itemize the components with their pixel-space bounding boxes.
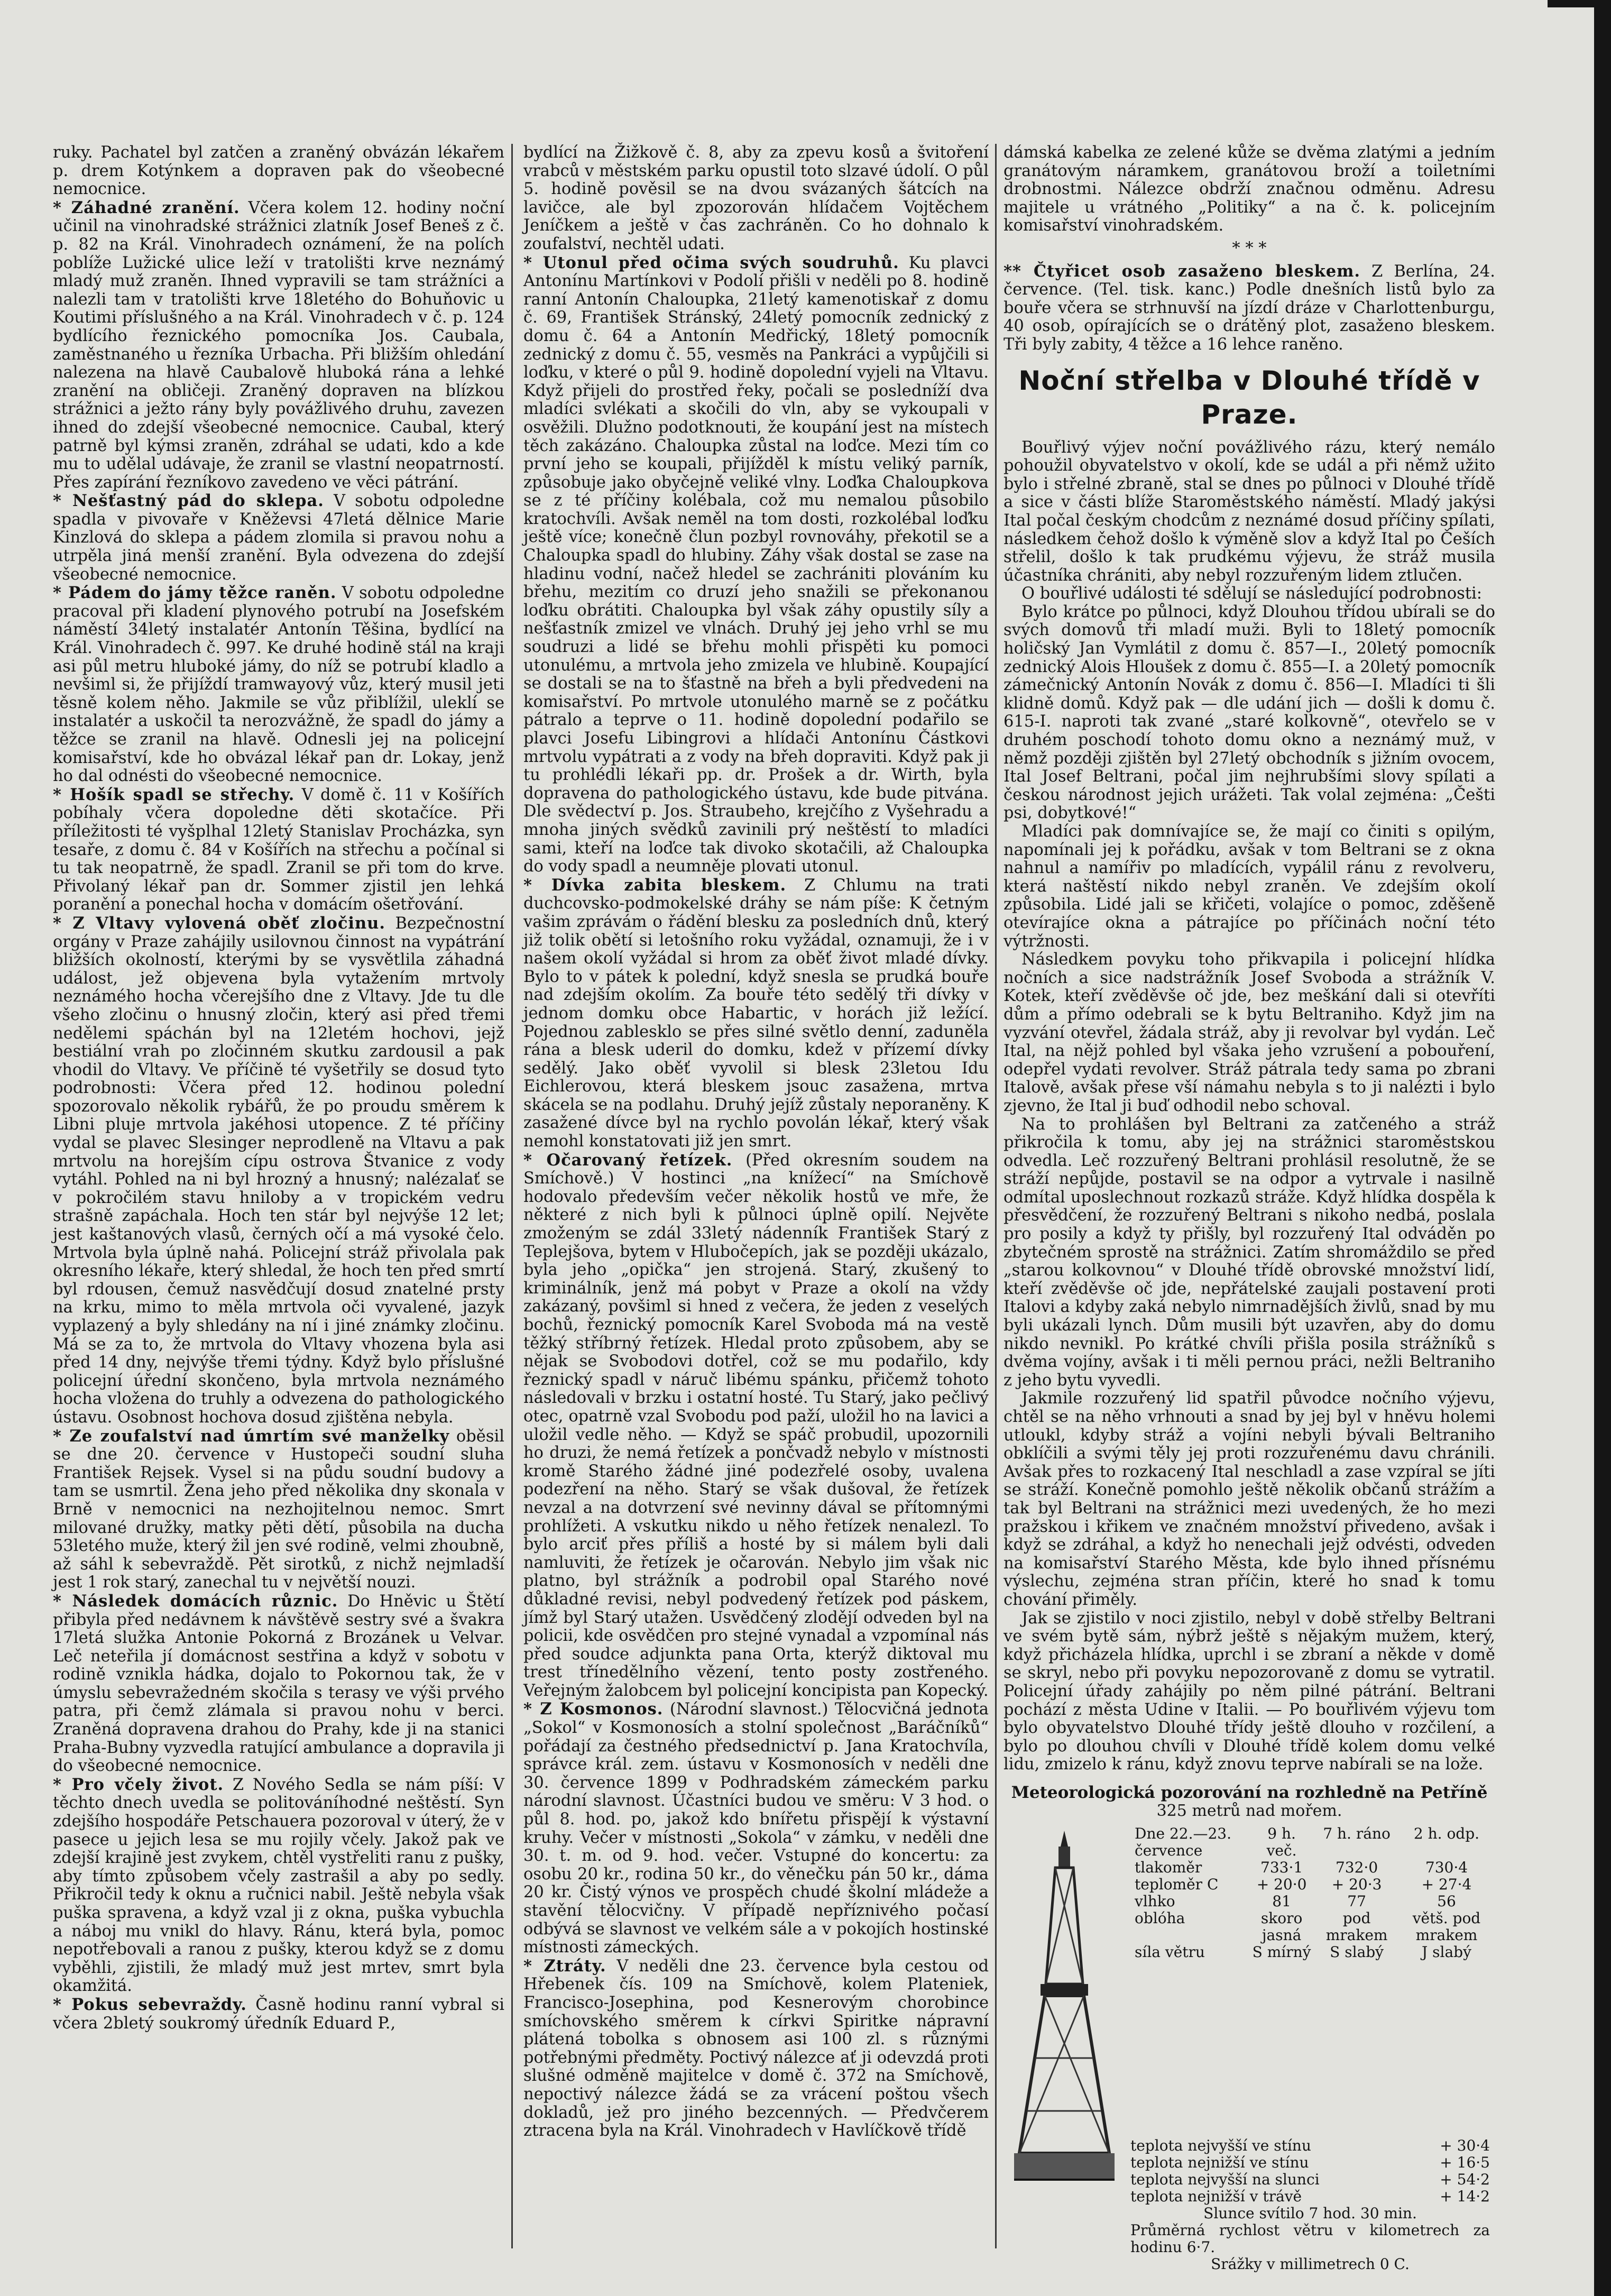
news-item-heading: * Ze zoufalství nad úmrtím své manželky (53, 1426, 450, 1446)
scan-edge-top (1548, 0, 1611, 7)
meteo-extreme-label: teplota nejnižší ve stínu (1130, 2153, 1309, 2171)
meteo-row-label: oblóha (1135, 1909, 1185, 1927)
meteo-value: větš. pod mrakem (1412, 1909, 1481, 1944)
meteo-row (1130, 1910, 1495, 1944)
meteo-extreme-value: + 54·2 (1440, 2170, 1490, 2188)
news-item-heading: * Z Kosmonos. (523, 1700, 664, 1719)
news-item-heading: * Z Vltavy vylovená oběť zločinu. (53, 913, 385, 933)
section-stars: * * * (1232, 238, 1267, 258)
article-paragraph: Jak se zjistilo v noci zjistilo, nebyl v době střelby Beltrani ve svém bytě sám, nýbrž ještě s nějakým mužem, který, když přicházela hlídka, uprchl i se zbraní a někde v domě se skryl, nebo při povyku nepozorovaně z domu se vytratil. Policejní úřady zahájily po něm pilné pátrání. Beltrani pochází z města Udine v Italii. — Po bouřlivém výjevu tom bylo obyvatelstvo Dlouhé třídy ještě dlouho v rozčilení, a bylo po dlouhou chvíli v Dlouhé třídě kolem domu velké lidu, zmizelo k ránu, když znovu teprve nabírali se na lože. (1004, 1609, 1495, 1774)
meteo-value: S mírný (1252, 1943, 1311, 1961)
meteo-row-label: vlhko (1135, 1892, 1175, 1910)
news-item (53, 199, 504, 492)
meteo-row (1130, 1859, 1495, 1876)
meteo-extreme-row (1130, 2137, 1490, 2154)
news-item (523, 1957, 989, 2141)
meteo-row (1130, 1944, 1495, 1961)
article-headline: Noční střelba v Dlouhé třídě v Praze. (1018, 365, 1480, 430)
news-item-heading: * Ztráty. (523, 1956, 606, 1976)
meteo-note-rain: Srážky v millimetrech 0 C. (1211, 2255, 1410, 2273)
meteo-report (1004, 1824, 1495, 2273)
meteo-extreme-label: teplota nejnižší v trávě (1130, 2187, 1302, 2205)
meteo-row-label: tlakoměr (1135, 1858, 1202, 1876)
continued-text: dámská kabelka ze zelené kůže se dvěma zlatými a jedním granátovým náramkem, granátovou broží a toiletními drobnostmi. Nálezce obdrží značnou odměnu. Adresu majitele u vrátného „Politiky“ a na č. k. policejním komisařství vinohradském. (1004, 143, 1495, 235)
meteo-table (1130, 1825, 1495, 1961)
meteo-value: + 27·4 (1421, 1875, 1472, 1893)
meteo-extreme-value: + 16·5 (1440, 2153, 1490, 2171)
meteo-extreme-label: teplota nejvyšší ve stínu (1130, 2136, 1311, 2154)
column-3 (1004, 143, 1495, 2273)
meteo-col-header: 9 h. več. (1266, 1824, 1297, 1859)
meteo-title: Meteorologická pozorování na rozhledně na Petříně (1011, 1783, 1488, 1802)
news-item-text: Ku plavci Antonínu Martínkovi v Podolí přišli v neděli po 8. hodině ranní Antonín Chaloupka, 21letý kamenotiskař z domu č. 69, František Stránský, 24letý pomocník zednický z domu č. 64 a Antonín Medřický, 18letý pomocník zednický z domu č. 55, vesměs na Pankráci a vypůjčili si loďku, v které o půl 9. hodině dopolední vyjeli na Vltavu. Když přijeli do prostřed řeky, počali se posledníží dva mladíci svlékati a skočili do vln, aby se vykoupali v osvěžili. Dlužno podotknouti, že koupání jest na místech těch zakázáno. Chaloupka zůstal na loďce. Mezi tím co první jeho se koupali, přijížděl k místu veliký parník, způsobuje jako obyčejně veliké vlny. Loďka Chaloupkova se z té příčiny kolébala, což mu nemalou působilo kratochvíli. Avšak neměl na tom dosti, rozkolébal loďku ještě více; konečně člun pozbyl rovnováhy, překotil se a Chaloupka spadl do hlubiny. Záhy však dostal se zase na hladinu vodní, načež hledel se zachrániti plováním ku břehu, mezitím co druzí jeho snažili se překonanou loďku obrátiti. Chaloupka byl však záhy opustily síly a nešťastník zmizel ve vlnách. Druhý jej jeho vrhl se mu soudruzi a lidé se břehu mohli přispěti ku pomoci utonulému, a mrtvola jeho zmizela ve hlubině. Koupající se dostali se na to šťastně na břeh a byli předvedeni na komisařství. Po mrtvole utonulého marně se z počátku pátralo a teprve o 11. hodině dopolední podařilo se plavci Josefu Libingrovi a hlídači Antonínu Částkovi mrtvolu vypátrati a z vody na břeh dopraviti. Když pak ji tu prohlédli lékaři pp. dr. Prošek a dr. Wirth, byla dopravena do pathologického ústavu, kde bude pitvána. Dle svědectví p. Jos. Straubeho, krejčího z Vyšehradu a mnoha jiných svědků zavinili prý neštěstí to mladíci sami, kteří na loďce tak divoko skotačili, až Chaloupka do vody spadl a neumněje plovati utonul. (523, 253, 989, 876)
meteo-col-header: 2 h. odp. (1413, 1824, 1480, 1842)
news-item (523, 1151, 989, 1701)
news-item-heading: * Záhadné zranění. (53, 198, 240, 217)
meteo-value: S slabý (1330, 1943, 1384, 1961)
meteo-row-label: teploměr C (1135, 1875, 1219, 1893)
news-item (53, 584, 504, 786)
meteo-row (1130, 1893, 1495, 1910)
meteo-note-sun: Slunce svítilo 7 hod. 30 min. (1203, 2204, 1417, 2222)
meteo-value: 732·0 (1335, 1858, 1378, 1876)
news-item-text: Včera kolem 12. hodiny noční učinil na vinohradské strážnici zlatník Josef Beneš z č. p. 82 na Král. Vinohradech oznámení, že na polích poblíže Lužické ulice leží v tratolišti krve neznámý mladý muž zraněn. Ihned vypravili se tam strážníci a nalezli tam v tratolišti krve 18letého do Bohuňovic u Koutimi příslušného a na Král. Vinohradech v č. p. 124 bydlícího řeznického pomocníka Jos. Caubala, zaměstnaného u řezníka Urbacha. Při bližším ohledání nalezena na hlavě Caubalově hluboká rána a lehké zranění na obličeji. Zraněný dopraven na blízkou strážnici a ježto rány byly povážlivého druhu, zavezen ihned do zdejší všeobecné nemocnice. Caubal, který patrně byl kýmsi zraněn, zdráhal se udati, kdo a kde mu to udělal udávaje, že zranil se vlastní neopatrností. Přes zapírání řezníkovo zavedeno ve věci pátrání. (53, 198, 505, 492)
news-item-text: V sobotu odpoledne pracoval při kladení plynového potrubí na Josefském náměstí 34letý instalatér Antonín Těšina, bydlící na Král. Vinohradech č. 997. Ke druhé hodině stál na kraji asi půl metru hluboké jámy, do níž se potrubí kladlo a nevšiml si, že přijíždí tramwayový vůz, který musil jeti těsně kolem něho. Jakmile se vůz přiblížil, uleklí se instalatér a uskočil ta nerozvážně, že spadl do jámy a těžce se zranil na hlavě. Odnesli jej na policejní komisařství, kde ho obvázal lékař pan dr. Lokay, jenž ho dal odnésti do všeobecné nemocnice. (53, 584, 504, 786)
meteo-value: 733·1 (1260, 1858, 1303, 1876)
meteo-col-header: 7 h. ráno (1323, 1824, 1391, 1842)
meteo-value: pod mrakem (1325, 1909, 1388, 1944)
meteo-value: 730·4 (1425, 1858, 1468, 1876)
article-paragraph: Bouřlivý výjev noční povážlivého rázu, který nemálo pohoužil obyvatelstvo v okolí, kde se udál a při němž užito bylo i střelné zbraně, stal se dnes po půlnoci v Dlouhé třídě a sice v části blíže Staroměstského náměstí. Mladý jakýsi Ital počal českým chodcům z neznámé dosud příčiny spílati, následkem čehož došlo k výměně slov a když Ital po Češích střelil, došlo k tak prudkému výjevu, že stráž musila účastníka chrániti, aby nebyl rozzuřeným lidem ztlučen. (1004, 438, 1495, 585)
news-item-text: V domě č. 11 v Košířích pobíhaly včera dopoledne děti skotačíce. Při příležitosti té vyšplhal 12letý Stanislav Procházka, syn tesaře, z domu č. 84 v Košířích na střechu a počínal si tu tak neopatrně, že spadl. Zranil se při tom do krve. Přivolaný lékař pan dr. Sommer zjistil jen lehká poranění a ponechal hocha v domácím ošetřování. (53, 785, 504, 914)
news-item-heading: * Pokus sebevraždy. (53, 1995, 247, 2014)
news-item-heading: * Dívka zabita bleskem. (523, 875, 787, 895)
news-item-text: Z Nového Sedla se nám píší: V těchto dnech uvedla se politováníhodné neštěstí. Syn zdejšího hospodáře Petschauera pozoroval v úterý, že v pasece u jejich lesa se mu rojily včely. Jakož pak ve zdejší krajině jest zvykem, chtěl vystřeliti ranu z pušky, aby tímto způsobem včely zastrašil a aby po sedly. Přikročil tedy k oknu a ručnici nabil. Ještě nebyla však puška spravena, a když vzal ji z okna, puška vybuchla a náboj mu vnikl do hlavy. Ránu, která byla, pomoc nepotřebovali a ranou z pušky, kterou když se z domu vyběhli, zjistili, že mladý muž jest mrtev, smrt byla okamžitá. (53, 1775, 505, 1996)
news-item (523, 876, 989, 1151)
news-item (53, 492, 504, 584)
article-paragraph: O bouřlivé události té sdělují se následující podrobnosti: (1021, 584, 1483, 603)
news-item (53, 1776, 504, 1996)
meteo-extreme-row (1130, 2171, 1490, 2188)
news-item-text: Z Berlína, 24. července. (Tel. tisk. kanc.) Podle dnešních listů bylo za bouře včera se strhnuvší na jízdí dráze v Charlottenburgu, 40 osob, opírajících se o drátěný plot, zasaženo bleskem. Tři byly zabity, 4 těžce a 16 lehce raněno. (1004, 262, 1495, 354)
article-paragraph: Bylo krátce po půlnoci, když Dlouhou třídou ubírali se do svých domovů tři mladí muži. Byli to 18letý pomocník holičský Jan Vymlátil z domu č. 857—I., 20letý pomocník zednický Alois Hloušek z domu č. 855—I. a 20letý pomocník zámečnický Antonín Novák z domu č. 856—I. Mladíci ti šli klidně domů. Když pak — dle udání jich — došli k domu č. 615-I. naproti tak zvané „staré kolkovně“, otevřelo se v druhém poschodí tohoto domu okno a neznámý muž, v němž později zjištěn byl 27letý obchodník s jižním ovocem, Ital Josef Beltrani, počal jim nejhrubšími slovy spílati a českou národnost jejich urážeti. Tak volal zejména: „Češti psi, dobytkové!“ (1004, 602, 1495, 823)
news-item-heading: * Utonul před očima svých soudruhů. (523, 253, 899, 272)
scan-edge (1594, 0, 1611, 2296)
article-paragraph: Na to prohlášen byl Beltrani za zatčeného a stráž přikročila k tomu, aby jej na strážnici staroměstskou odvedla. Leč rozzuřený Beltrani prohlásil resolutně, že se stráží nepůjde, postavil se na odpor a vytrvale i nasilně odmítal uposlechnout rozkazů stráže. Když hlídka dospěla k přesvědčení, že rozzuřený Beltrani s nikoho nedbá, poslala pro posily a když ty přišly, byl rozzuřený Ital odváděn po zbytečném sprostě na strážnici. Zatím shromáždilo se před „starou kolkovnou“ v Dlouhé třídě obrovské množství lidí, kteří zvěděvše oč jde, nepřátelské zaujali postavení proti Italovi a kdyby zaká nebylo nimrnadějších živlů, snad by mu byli ukázali lynch. Dům musili být uzavřen, aby do domu nikdo nevnikl. Po krátké chvíli přišla posila strážníků s dvěma vojíny, avšak i ti měli pernou práci, nežli Beltraniho z jeho bytu vyvedli. (1004, 1115, 1495, 1390)
news-item-text: Časně hodinu ranní vybral si včera 2bletý soukromý úředník Eduard P., (53, 1995, 504, 2033)
column-1 (53, 144, 504, 2248)
petrin-tower-illustration (1004, 1825, 1125, 2196)
news-item (53, 1427, 504, 1592)
meteo-value: + 20·3 (1331, 1875, 1382, 1893)
meteo-extreme-value: + 14·2 (1440, 2187, 1490, 2205)
news-item-heading: * Následek domácích různic. (53, 1591, 338, 1611)
meteo-subtitle: 325 metrů nad mořem. (1156, 1801, 1342, 1820)
news-item-text: oběsil se dne 20. července v Hustopeči soudní sluha František Rejsek. Vysel si na půdu soudní budovy a tam se usmrtil. Žena jeho před několika dny skonala v Brně v nemocnici na nezhojitelnou nemoc. Smrt milované družky, matky pěti dětí, působila na ducha 53letého muže, který žil jen své rodině, velmi zhoubně, až sáhl k sebevraždě. Pět sirotků, z nichž nejmladší jest 1 rok starý, zanechal tu v největší nouzi. (53, 1427, 504, 1592)
news-item-text: Z Chlumu na trati duchcovsko-podmokelské dráhy se nám píše: K četným vašim zprávám o řádění blesku za posledních dnů, který již tolik obětí si letošního roku vyžádal, oznamuji, že i v našem okolí vyžádal si hrom za oběť život mladé dívky. Bylo to v pátek k polední, když snesla se prudká bouře nad zdejším okolím. Za bouře této sedělý tři dívky v jednom domku obce Habartic, v horách již ležící. Pojednou zablesklo se přes silné světlo denní, zaduněla rána a blesk uderil do domku, kdež v přízemí dívky sedělý. Jako oběť vyvolil si blesk 23letou Idu Eichlerovou, která bleskem jsouc zasažena, mrtva skácela se na podlahu. Druhý jejíž zůstaly neporaněny. K zasažené dívce byl na rychlo povolán lékař, který však nemohl konstatovati již jen smrt. (523, 876, 989, 1151)
meteo-date: Dne 22.—23. července (1135, 1824, 1232, 1859)
news-item-text: (Před okresním soudem na Smíchově.) V hostinci „na knížecí“ na Smíchově hodovalo především večer několik hostů ve mře, že některé z nich byli k půlnoci úplně opilí. Největe zmoženým se zdál 33letý nádenník František Starý z Teplejšova, bytem v Hlubočepích, jak se později ukázalo, byla jeho „opička“ jen strojená. Starý, zkušený to kriminálník, jenž má pobyt v Praze a okolí na vždy zakázaný, povšiml si hned z večera, že jeden z veselých bochů, řeznický pomocník Karel Svoboda má na vestě těžký stříbrný řetízek. Hledal proto způsobem, aby se nějak se Svobodovi dotřel, což se mu podařilo, kdy řeznický spadl v náruč libému spánku, přičemž tohoto následovali v brzku i ostatní hosté. Tu Starý, jako pečlivý otec, opatrně vzal Svobodu pod paží, uložil ho na lavici a uložil vedle něho. — Když se spáč probudil, upozornili ho druzi, že nemá řetízek a pončvadž nebylo v místnosti kromě Starého žádné jiné podezřelé osoby, uvalena podezření na něho. Starý se však dušoval, že řetízek nevzal a na dotvrzení své nevinny dával se přítomnými prohlížeti. A vskutku nikdo u něho řetízek nenalezl. To bylo arciť přes příliš a hosté by si málem byli dali namluviti, že řetízek je očarován. Nebylo jim však nic platno, byl strážník a podrobil opal Starého nové důkladné revisi, nebyl podvedený řetízek pod páskem, jímž byl Starý utažen. Usvědčený zlodějí odveden byl na policii, kde osvědčen pro stejné vynadal a vzpomínal nás před soudce adjunkta pana Orta, kterýž diktoval mu trest třínedělního vězení, tento posty zostřeného. Veřejným žalobcem byl policejní koncipista pan Kopecký. (523, 1151, 989, 1700)
news-item (53, 1996, 504, 2033)
column-2 (523, 144, 989, 2248)
column-rule (995, 144, 997, 2248)
meteo-value: + 20·0 (1256, 1875, 1307, 1893)
news-item (523, 1700, 989, 1957)
article-paragraph: Mladíci pak domnívajíce se, že mají co činiti s opilým, napomínali jej k pořádku, avšak v tom Beltrani se z okna nahnul a namířiv po mladících, vypálil ránu z revolveru, která naštěstí nikdo nebyl zraněn. Ve zdejším okolí způsobila. Lidé jali se křičeti, volajíce o pomoc, zděšeně otevírajíce okna a pátrajíce po příčinách noční této výtržnosti. (1004, 822, 1495, 951)
article-paragraph: Jakmile rozzuřený lid spatřil původce nočního výjevu, chtěl se na něho vrhnouti a snad by jej byl v hněvu holemi utloukl, kdyby stráž a vojíni nebyli bývali Beltraniho obklíčili a svými těly jej proti rozzuřenému davu chránili. Avšak přes to rozkacený Ital neschladl a zase vzpíral se jíti se stráží. Konečně pomohlo ještě několik občanů strážím a tak byl Beltrani na strážnici mezi uvedených, že ho mezi pražskou i křikem ve značném množství přivedeno, avšak i když se zdráhal, a když ho nenechali jejž odvésti, odveden na komisařství Starého Města, kde bylo ihned přísnému výslechu, zejména stran příčin, které ho snad k tomu chování přiměly. (1004, 1389, 1495, 1609)
continued-text: bydlící na Žižkově č. 8, aby za zpevu kosů a švitoření vrabců v městském parku opustil toto slzavé údolí. O půl 5. hodině pověsil se na dvou svázaných šátcích na lavičce, ale byl zpozorován hlídačem Vojtěchem Jeníčkem a ještě v čas zachráněn. Co ho dohnalo k zoufalství, nechtěl udati. (523, 143, 989, 253)
meteo-extreme-row (1130, 2154, 1490, 2171)
meteo-value: J slabý (1422, 1943, 1471, 1961)
meteo-extreme-value: + 30·4 (1440, 2136, 1490, 2154)
news-item-heading: * Hošík spadl se střechy. (53, 785, 295, 804)
news-item (53, 914, 504, 1427)
meteo-note-wind: Průměrná rychlost větru v kilometrech za hodinu 6·7. (1130, 2221, 1490, 2256)
meteo-extreme-label: teplota nejvyšší na slunci (1130, 2170, 1320, 2188)
news-item-heading: * Nešťastný pád do sklepa. (53, 491, 324, 511)
news-item-text: (Národní slavnost.) Tělocvičná jednota „Sokol“ v Kosmonosích a stolní společnost „Baráčníků“ pořádají za čestného předsednictví p. Jana Kratochvíla, správce král. zem. ústavu v Kosmonosích v neděli dne 30. července 1899 v Podhradském zámeckém parku národní slavnost. Účastníci budou ve směru: V 3 hod. o půl 8. hod. po, jakož kdo bnířetu přispějí k výstavní kruhy. Večer v místnosti „Sokola“ v zámku, v neděli dne 30. t. m. od 9. hod. večer. Vstupné do koncertu: za osobu 20 kr., rodina 50 kr., do věnečku pán 50 kr., dáma 20 kr. Čistý výnos ve prospěch chudé školní mládeže a stavění tělocvičny. V případě nepříznivého počasí odbývá se slavnost ve velkém sále a v pokojích hostinské místnosti zámeckých. (523, 1700, 989, 1957)
meteo-value: skoro jasná (1260, 1909, 1303, 1944)
news-item-text: V neděli dne 23. července byla cestou od Hřebenek čís. 109 na Smíchově, kolem Plateniek, Francisco-Josephina, pod Kesnerovým chorobince smíchovského směrem k církvi Spiritke nápravní plátená tobolka s obnosem asi 100 zl. s různými potřebnými předměty. Poctivý nálezce ať ji odevzdá proti slušné odměně majitelce v domě č. 372 na Smíchově, nepoctivý nálezce žádá se za vrácení poštou všech dokladů, jež pro jiného bezcenných. — Předvčerem ztracena byla na Král. Vinohradech v Havlíčkově třídě (523, 1957, 989, 2141)
news-item (53, 1592, 504, 1776)
news-item-text: V sobotu odpoledne spadla v pivovaře v Kněževsi 47letá dělnice Marie Kinzlová do sklepa a pádem zlomila si pravou nohu a utrpěla jiná menší zranění. Byla odvezena do zdejší všeobecné nemocnice. (53, 492, 504, 584)
news-item (523, 254, 989, 876)
news-item-text: Bezpečnostní orgány v Praze zahájily usilovnou činnost na vypátrání bližších okolností, kterými by se vysvětlila záhadná událost, jež objevena byla vytažením mrtvoly neznámého hocha včerejšího dne z Vltavy. Jde tu dle všeho zločinu o hnusný zločin, který asi před třemi nedělemi spáchán byl na 12letém hochovi, jejž bestiální vrah po zločinném skutku zardousil a pak vhodil do Vltavy. Ve příčině té vyšetřily se dosud tyto podrobnosti: Včera před 12. hodinou polední spozorovalo několik rybářů, že po proudu směrem k Libni pluje mrtvola jakéhosi utopence. Z té příčiny vydal se plavec Slesinger neprodleně na Vltavu a pak mrtvolu na horejším cípu ostrova Štvanice z vody vytáhl. Pohled na ni byl hrozný a hnusný; nalézalať se v pokročilém stavu hniloby a v tropickém vedru strašně zapáchala. Hoch ten stár byl nejvýše 12 let; jest kaštanových vlasů, černých očí a má vysoké čelo. Mrtvola byla úplně nahá. Policejní stráž přivolala pak okresního lékaře, který shledal, že hoch ten před smrtí byl rdousen, čemuž nasvědčují dosud znatelné prsty na krku, mimo to měla mrtvola oči vyvalené, jazyk vyplazený a byly shledány na ní i jiné známky zločinu. Má se za to, že mrtvola do Vltavy vhozena byla asi před 14 dny, nejvýše třemi týdny. Když bylo příslušné policejní úřední skončeno, byla mrtvola neznámého hocha vložena do truhly a odvezena do pathologického ústavu. Osobnost hochova dosud zjištěna nebyla. (53, 914, 504, 1427)
meteo-row-label: síla větru (1135, 1943, 1205, 1961)
meteo-row (1130, 1876, 1495, 1893)
news-item-text: Do Hněvic u Štětí přibyla před nedávnem k návštěvě sestry své a švakra 17letá služka Antonie Pokorná z Brozánek u Velvar. Leč neteřila jí domácnost sestřina a když v sobotu v rodině vznikla hádka, dojalo to Pokornou tak, že v úmyslu sebevražedném skočila s terasy ve výši prvého patra, při čemž zlámala si pravou nohu v berci. Zraněná dopravena drahou do Prahy, kde ji na stanici Praha-Bubny vyzvedla ratující ambulance a dopravila ji do všeobecné nemocnice. (53, 1592, 504, 1776)
meteo-extreme-row (1130, 2188, 1490, 2205)
article-paragraph: Následkem povyku toho přikvapila i policejní hlídka nočních a sice nadstrážník Josef Svoboda a strážník V. Kotek, kteří zvěděvše oč jde, bez meškání dali si otevříti dům a přímo odebrali se k bytu Beltraniho. Když jim na vyzvání otevřel, žádala stráž, aby ji revolvar byl vydán. Leč Ital, na nějž pohled byl všaka jeho vzrušení a pobouření, odepřel vydati revolver. Stráž pátrala tedy sama po zbrani Italově, avšak přese vší námahu nebyla s to ji nalézti i bylo zjevno, že Ital ji buď odhodil nebo schoval. (1004, 950, 1495, 1115)
column-rule (511, 144, 513, 2248)
meteo-extremes (1130, 2137, 1490, 2273)
meteo-value: 81 (1272, 1892, 1291, 1910)
news-item (1004, 262, 1495, 354)
news-item (53, 786, 504, 914)
news-item-heading: * Pro včely život. (53, 1775, 224, 1794)
news-item-heading: * Očarovaný řetízek. (523, 1150, 733, 1170)
meteo-value: 77 (1347, 1892, 1366, 1910)
meteo-value: 56 (1437, 1892, 1456, 1910)
news-item-heading: * Pádem do jámy těžce raněn. (53, 583, 337, 603)
news-item-heading: ** Čtyřicet osob zasaženo bleskem. (1004, 261, 1361, 281)
continued-text: ruky. Pachatel byl zatčen a zraněný obvázán lékařem p. drem Kotýnkem a dopraven pak do všeobecné nemocnice. (53, 143, 504, 199)
